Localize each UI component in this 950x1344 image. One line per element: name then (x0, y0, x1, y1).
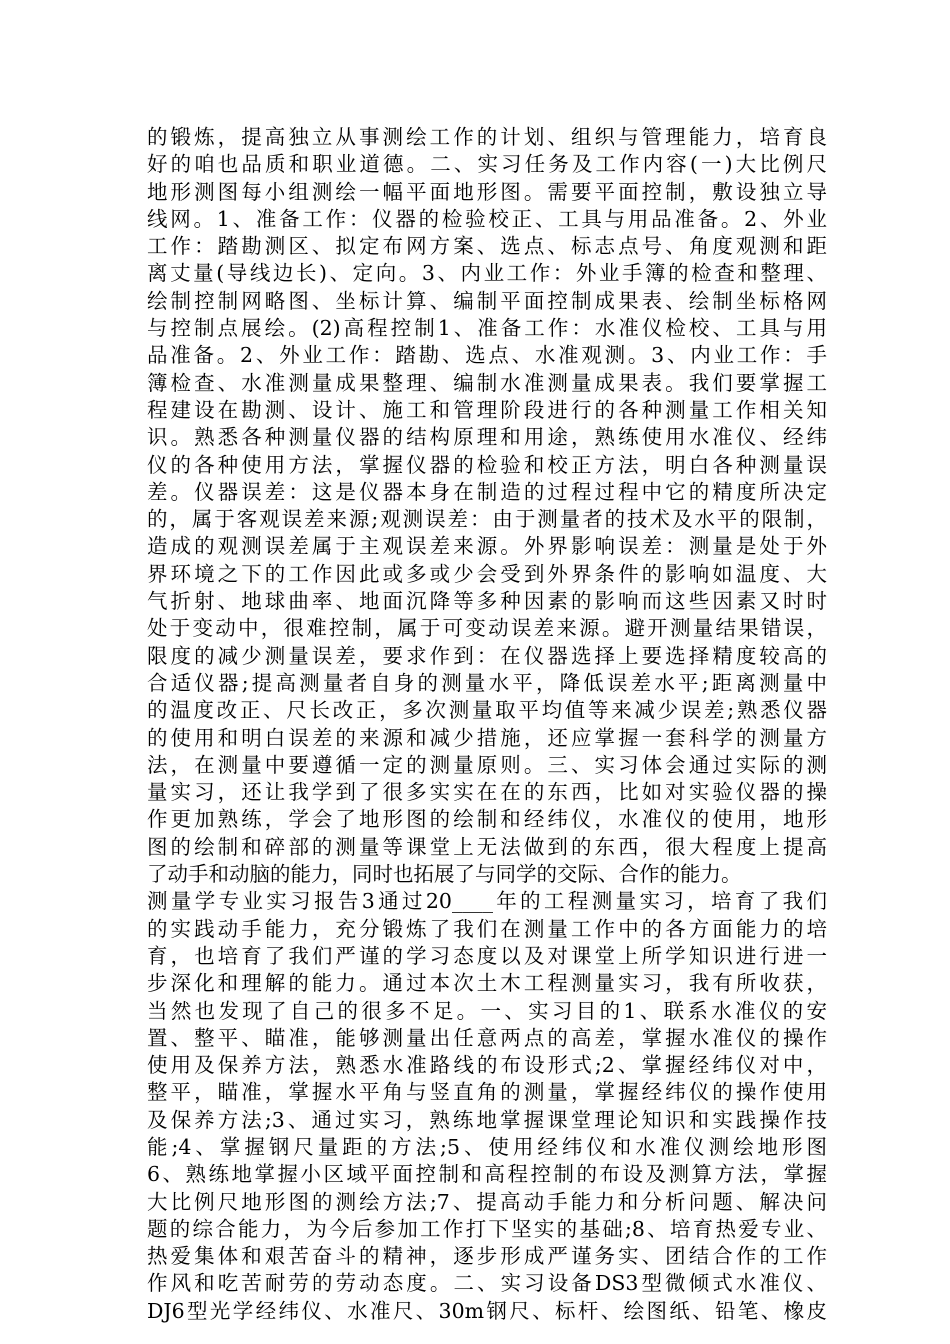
text-line: 界环境之下的工作因此或多或少会受到外界条件的影响如温度、大 (147, 561, 827, 586)
text-line: 育，也培育了我们严谨的学习态度以及对课堂上所学知识进行进一 (147, 943, 827, 968)
text-line: 离丈量(导线边长)、定向。3、内业工作：外业手簿的检查和整理、 (147, 261, 827, 286)
text-line: 步深化和理解的能力。通过本次土木工程测量实习，我有所收获， (147, 971, 827, 996)
text-line: 的锻炼，提高独立从事测绘工作的计划、组织与管理能力，培育良 (147, 125, 827, 149)
text-line: 与控制点展绘。(2)高程控制1、准备工作：水准仪检校、工具与用 (147, 316, 827, 341)
text-line: 线网。1、准备工作：仪器的检验校正、工具与用品准备。2、外业 (147, 206, 827, 231)
text-line: DJ6型光学经纬仪、水准尺、30m钢尺、标杆、绘图纸、铅笔、橡皮 (147, 1298, 827, 1323)
text-line: 了动手和动脑的能力，同时也拓展了与同学的交际、合作的能力。 (147, 862, 742, 887)
text-line: 当然也发现了自己的很多不足。一、实习目的1、联系水准仪的安 (147, 998, 827, 1023)
text-line: 作风和吃苦耐劳的劳动态度。二、实习设备DS3型微倾式水准仪、 (147, 1271, 827, 1296)
text-line: 的实践动手能力，充分锻炼了我们在测量工作中的各方面能力的培 (147, 916, 827, 941)
text-line: 的使用和明白误差的来源和减少措施，还应掌握一套科学的测量方 (147, 725, 827, 750)
text-line: 使用及保养方法，熟悉水准路线的布设形式;2、掌握经纬仪对中， (147, 1053, 827, 1078)
text-line: 测量学专业实习报告3通过20____年的工程测量实习，培育了我们 (147, 889, 827, 914)
text-line: 工作：踏勘测区、拟定布网方案、选点、标志点号、角度观测和距 (147, 234, 827, 259)
text-line: 及保养方法;3、通过实习，熟练地掌握课堂理论知识和实践操作技 (147, 1107, 827, 1132)
text-line: 处于变动中，很难控制，属于可变动误差来源。避开测量结果错误， (147, 616, 827, 641)
text-line: 簿检查、水准测量成果整理、编制水准测量成果表。我们要掌握工 (147, 370, 827, 395)
text-line: 识。熟悉各种测量仪器的结构原理和用途，熟练使用水准仪、经纬 (147, 425, 827, 450)
text-line: 限度的减少测量误差，要求作到：在仪器选择上要选择精度较高的 (147, 643, 827, 668)
text-line: 作更加熟练，学会了地形图的绘制和经纬仪，水准仪的使用，地形 (147, 807, 827, 832)
text-line: 合适仪器;提高测量者自身的测量水平，降低误差水平;距离测量中 (147, 670, 827, 695)
text-line: 题的综合能力，为今后参加工作打下坚实的基础;8、培育热爱专业、 (147, 1216, 827, 1241)
text-line: 程建设在勘测、设计、施工和管理阶段进行的各种测量工作相关知 (147, 397, 827, 422)
text-line: 置、整平、瞄准，能够测量出任意两点的高差，掌握水准仪的操作 (147, 1025, 827, 1050)
body-text (147, 124, 827, 1325)
text-line: 气折射、地球曲率、地面沉降等多种因素的影响而这些因素又时时 (147, 589, 827, 614)
text-line: 造成的观测误差属于主观误差来源。外界影响误差：测量是处于外 (147, 534, 827, 559)
text-line: 图的绘制和碎部的测量等课堂上无法做到的东西，很大程度上提高 (147, 834, 827, 859)
text-line: 6、熟练地掌握小区域平面控制和高程控制的布设及测算方法，掌握 (147, 1162, 827, 1187)
text-line: 品准备。2、外业工作：踏勘、选点、水准观测。3、内业工作：手 (147, 343, 827, 368)
text-line: 差。仪器误差：这是仪器本身在制造的过程过程中它的精度所决定 (147, 479, 827, 504)
text-line: 整平，瞄准，掌握水平角与竖直角的测量，掌握经纬仪的操作使用 (147, 1080, 827, 1105)
text-line: 量实习，还让我学到了很多实实在在的东西，比如对实验仪器的操 (147, 780, 827, 805)
text-line: 的，属于客观误差来源;观测误差：由于测量者的技术及水平的限制， (147, 507, 827, 532)
text-line: 地形测图每小组测绘一幅平面地形图。需要平面控制，敷设独立导 (147, 179, 827, 204)
text-line: 的温度改正、尺长改正，多次测量取平均值等来减少误差;熟悉仪器 (147, 698, 827, 723)
text-line: 绘制控制网略图、坐标计算、编制平面控制成果表、绘制坐标格网 (147, 288, 827, 313)
text-line: 好的咱也品质和职业道德。二、实习任务及工作内容(一)大比例尺 (147, 152, 827, 177)
text-line: 大比例尺地形图的测绘方法;7、提高动手能力和分析问题、解决问 (147, 1189, 827, 1214)
text-line: 能;4、掌握钢尺量距的方法;5、使用经纬仪和水准仪测绘地形图 (147, 1134, 827, 1159)
text-line: 法，在测量中要遵循一定的测量原则。三、实习体会通过实际的测 (147, 752, 827, 777)
text-line: 热爱集体和艰苦奋斗的精神，逐步形成严谨务实、团结合作的工作 (147, 1244, 827, 1269)
text-line: 仪的各种使用方法，掌握仪器的检验和校正方法，明白各种测量误 (147, 452, 827, 477)
